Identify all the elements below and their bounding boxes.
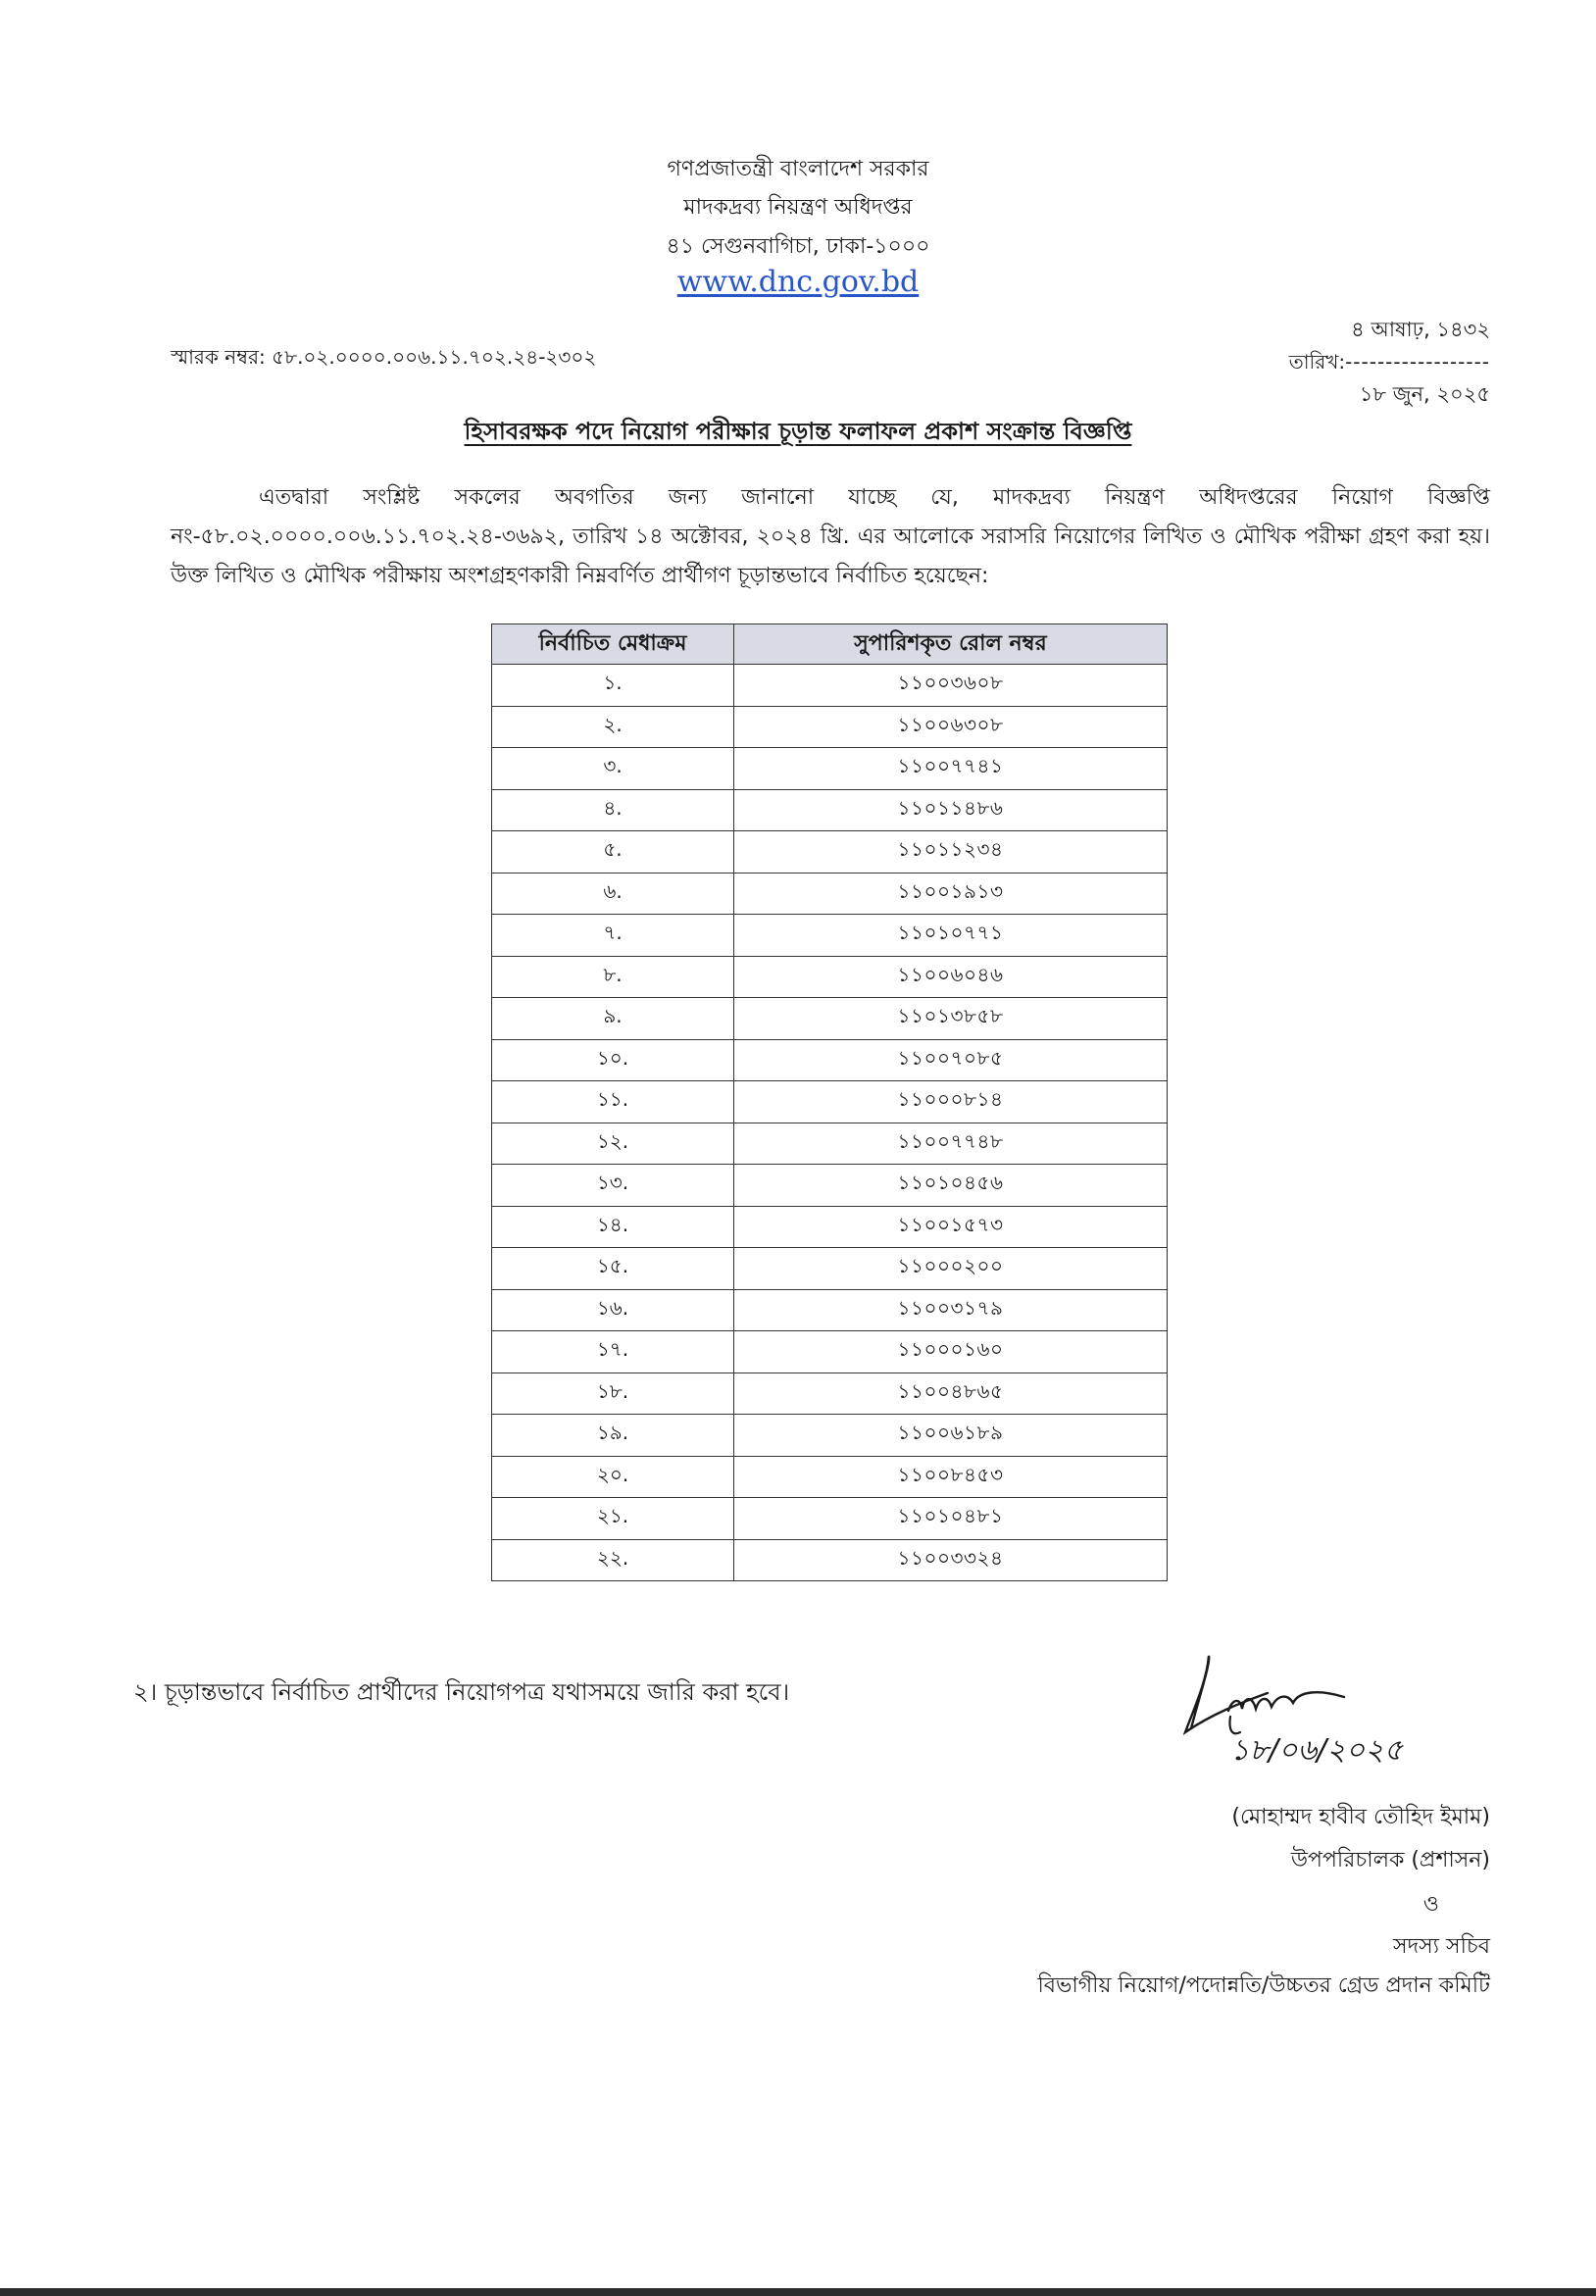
table-row (492, 1539, 1168, 1581)
website-link[interactable]: www.dnc.gov.bd (676, 265, 920, 299)
roll-number-cell: ১১০০০২০০ (734, 1248, 1168, 1290)
roll-number-cell: ১১০১০৪৮১ (734, 1498, 1168, 1540)
table-row (492, 789, 1168, 831)
merit-rank-cell: ১৪. (492, 1206, 734, 1248)
roll-number-cell: ১১০১১২৩৪ (734, 831, 1168, 873)
roll-number-cell: ১১০০০৮১৪ (734, 1081, 1168, 1123)
table-row (492, 873, 1168, 915)
signatory-committee: বিভাগীয় নিয়োগ/পদোন্নতি/উচ্চতর গ্রেড প্রদান কমিটি (1037, 1973, 1490, 1998)
memo-label: স্মারক নম্বর: (171, 345, 266, 369)
merit-rank-cell: ২১. (492, 1498, 734, 1540)
merit-rank-cell: ১৬. (492, 1289, 734, 1331)
merit-rank-cell: ৮. (492, 956, 734, 998)
merit-table-container (491, 624, 1168, 1581)
signatory-member-role: সদস্য সচিব (1393, 1934, 1490, 1959)
table-row (492, 998, 1168, 1040)
department-name: মাদকদ্রব্য নিয়ন্ত্রণ অধিদপ্তর (683, 195, 913, 220)
table-row (492, 1373, 1168, 1415)
roll-number-cell: ১১০০৮৪৫৩ (734, 1456, 1168, 1498)
table-row (492, 915, 1168, 957)
table-row (492, 1456, 1168, 1498)
signatory-designation: উপপরিচালক (প্রশাসন) (1290, 1848, 1490, 1872)
handwritten-signature (1172, 1652, 1456, 1770)
merit-rank-cell: ৪. (492, 789, 734, 831)
body-paragraph: এতদ্বারা সংশ্লিষ্ট সকলের অবগতির জন্য জানানো যাচ্ছে যে, মাদকদ্রব্য নিয়ন্ত্রণ অধিদপ্তরের নিয়োগ বিজ্ঞপ্তি নং-৫৮.০২.০০০০.০০৬.১১.৭০২.২৪-৩৬৯২, তারিখ ১৪ অক্টোবর, ২০২৪ খ্রি. এর আলোকে সরাসরি নিয়োগের লিখিত ও মৌখিক পরীক্ষা গ্রহণ করা হয়। উক্ত লিখিত ও মৌখিক পরীক্ষায় অংশগ্রহণকারী নিম্নবর্ণিত প্রার্থীগণ চূড়ান্তভাবে নির্বাচিত হয়েছেন: (171, 485, 1490, 588)
closing-note: ২। চূড়ান্তভাবে নির্বাচিত প্রার্থীদের নিয়োগপত্র যথাসময়ে জারি করা হবে। (133, 1678, 790, 1706)
roll-number-cell: ১১০০৩৩২৪ (734, 1539, 1168, 1581)
date-gregorian: ১৮ জুন, ২০২৫ (1359, 382, 1490, 406)
table-row (492, 1248, 1168, 1290)
roll-number-cell: ১১০০৩১৭৯ (734, 1289, 1168, 1331)
roll-number-cell: ১১০০৭৭৪১ (734, 748, 1168, 790)
table-row (492, 1415, 1168, 1457)
date-dashes: ------------------ (1345, 350, 1490, 374)
merit-rank-cell: ২০. (492, 1456, 734, 1498)
roll-number-cell: ১১০০১৫৭৩ (734, 1206, 1168, 1248)
merit-rank-cell: ৩. (492, 748, 734, 790)
table-row (492, 1498, 1168, 1540)
merit-rank-cell: ১২. (492, 1123, 734, 1165)
memo-value: ৫৮.০২.০০০০.০০৬.১১.৭০২.২৪-২৩০২ (272, 345, 597, 369)
signatory-name: (মোহাম্মদ হাবীব তৌহিদ ইমাম) (1231, 1805, 1490, 1829)
roll-number-cell: ১১০০৭০৮৫ (734, 1039, 1168, 1081)
table-body (492, 665, 1168, 1581)
roll-number-cell: ১১০০১৯১৩ (734, 873, 1168, 915)
roll-number-cell: ১১০০৩৬০৮ (734, 665, 1168, 707)
signatory-conjunction: ও (1422, 1892, 1439, 1917)
merit-rank-cell: ১৮. (492, 1373, 734, 1415)
merit-rank-cell: ৭. (492, 915, 734, 957)
roll-number-cell: ১১০১১৪৮৬ (734, 789, 1168, 831)
merit-rank-cell: ১৩. (492, 1165, 734, 1207)
table-header-row (492, 624, 1168, 665)
table-row (492, 1289, 1168, 1331)
table-row (492, 706, 1168, 748)
roll-number-cell: ১১০০৬৩০৮ (734, 706, 1168, 748)
merit-rank-cell: ৯. (492, 998, 734, 1040)
notice-subject: হিসাবরক্ষক পদে নিয়োগ পরীক্ষার চূড়ান্ত ফলাফল প্রকাশ সংক্রান্ত বিজ্ঞপ্তি (464, 418, 1132, 445)
roll-number-cell: ১১০০৪৮৬৫ (734, 1373, 1168, 1415)
merit-rank-cell: ১. (492, 665, 734, 707)
merit-rank-cell: ২. (492, 706, 734, 748)
header-rank: নির্বাচিত মেধাক্রম (492, 624, 734, 665)
signature-date: ১৮/০৬/২০২৫ (1230, 1733, 1404, 1768)
date-label-row (1289, 348, 1490, 380)
merit-table (491, 624, 1168, 1581)
table-row (492, 1123, 1168, 1165)
merit-rank-cell: ১৯. (492, 1415, 734, 1457)
merit-rank-cell: ১১. (492, 1081, 734, 1123)
table-row (492, 1165, 1168, 1207)
table-row (492, 1039, 1168, 1081)
table-row (492, 831, 1168, 873)
merit-rank-cell: ২২. (492, 1539, 734, 1581)
scan-bottom-edge (0, 2288, 1596, 2296)
office-address: ৪১ সেগুনবাগিচা, ঢাকা-১০০০ (666, 234, 930, 259)
roll-number-cell: ১১০১০৭৭১ (734, 915, 1168, 957)
roll-number-cell: ১১০০৬১৮৯ (734, 1415, 1168, 1457)
merit-rank-cell: ৬. (492, 873, 734, 915)
table-row (492, 956, 1168, 998)
date-bangla: ৪ আষাঢ়, ১৪৩২ (1351, 318, 1490, 341)
merit-rank-cell: ৫. (492, 831, 734, 873)
date-label: তারিখ: (1288, 350, 1346, 374)
roll-number-cell: ১১০০৬০৪৬ (734, 956, 1168, 998)
table-row (492, 748, 1168, 790)
table-row (492, 665, 1168, 707)
roll-number-cell: ১১০১৩৮৫৮ (734, 998, 1168, 1040)
merit-rank-cell: ১০. (492, 1039, 734, 1081)
table-row (492, 1206, 1168, 1248)
roll-number-cell: ১১০০০১৬০ (734, 1331, 1168, 1373)
roll-number-cell: ১১০১০৪৫৬ (734, 1165, 1168, 1207)
govt-name: গণপ্রজাতন্ত্রী বাংলাদেশ সরকার (667, 157, 929, 181)
roll-number-cell: ১১০০৭৭৪৮ (734, 1123, 1168, 1165)
merit-rank-cell: ১৫. (492, 1248, 734, 1290)
table-row (492, 1081, 1168, 1123)
merit-rank-cell: ১৭. (492, 1331, 734, 1373)
table-row (492, 1331, 1168, 1373)
memo-number (171, 343, 596, 375)
header-roll: সুপারিশকৃত রোল নম্বর (734, 624, 1168, 665)
